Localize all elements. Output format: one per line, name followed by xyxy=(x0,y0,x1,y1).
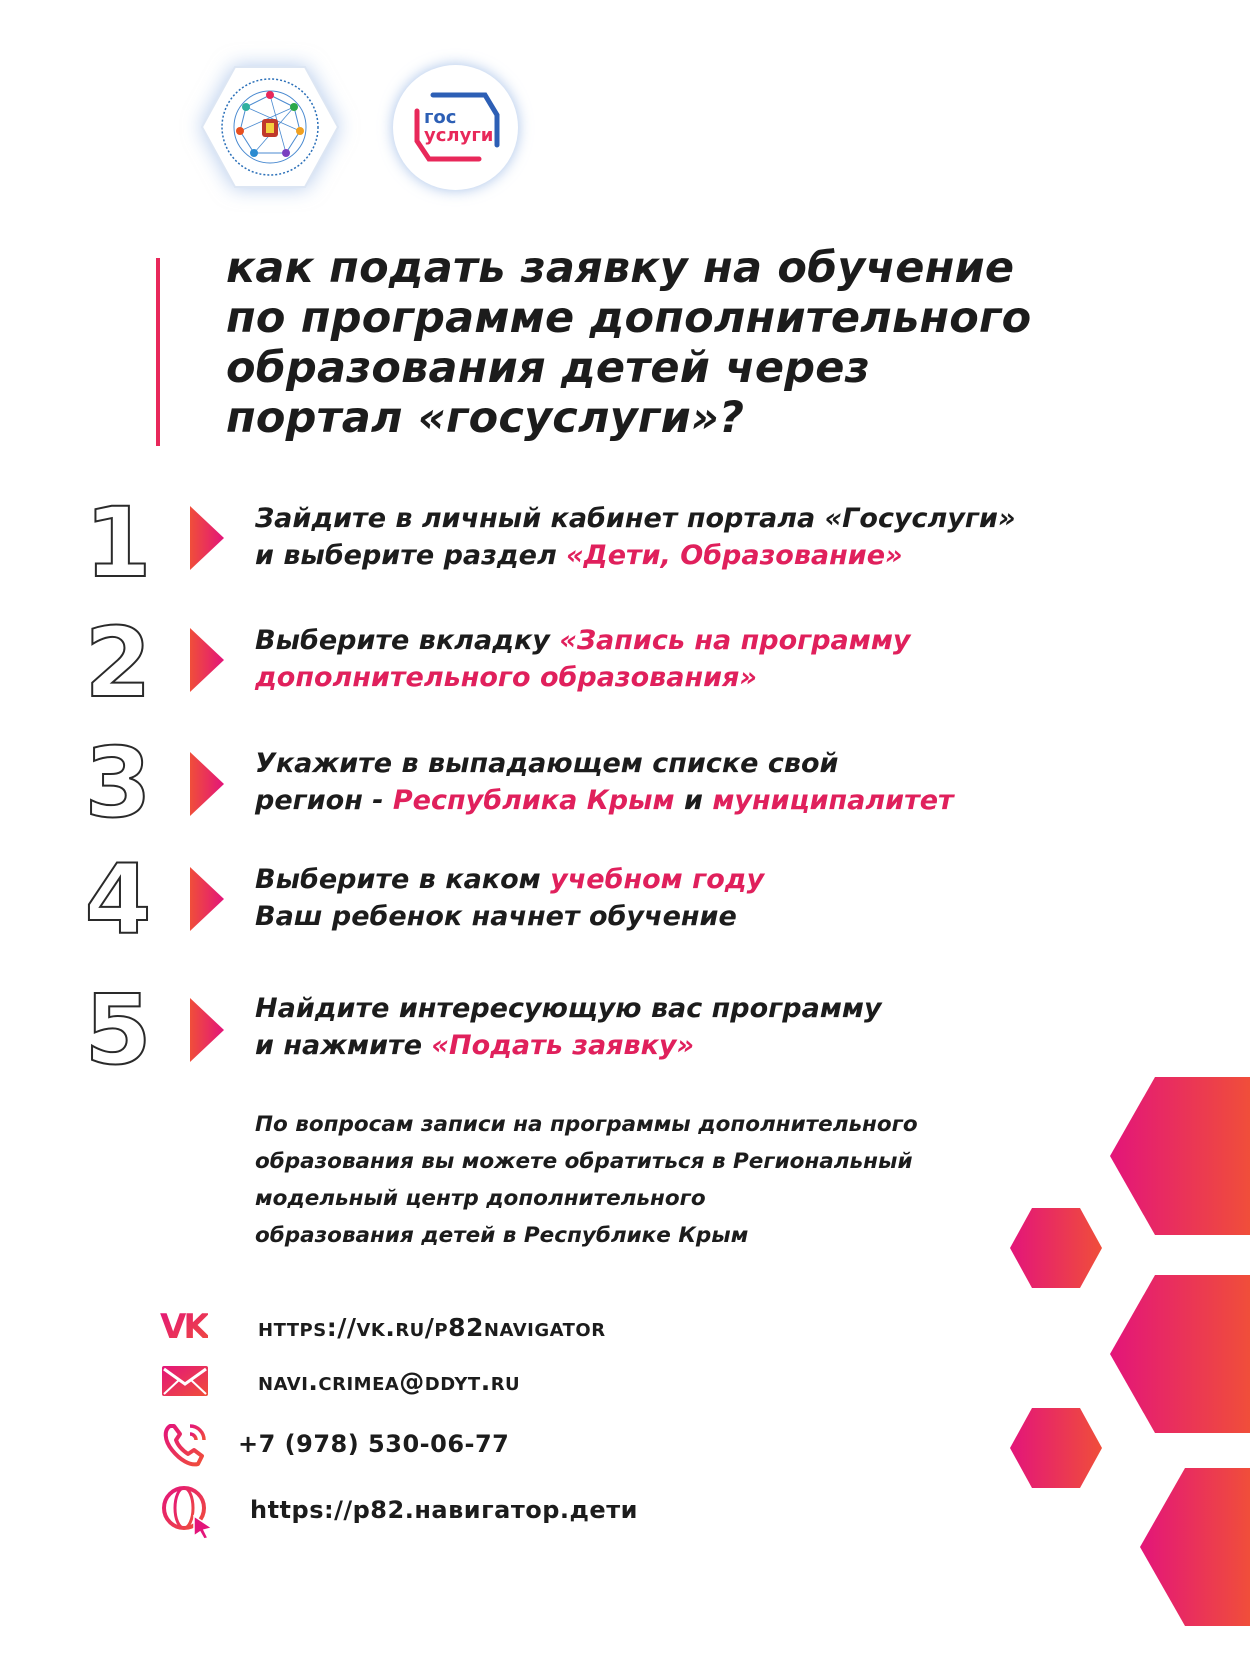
step-text-part: и xyxy=(674,785,713,816)
decorative-hexagon xyxy=(1110,1077,1250,1235)
title-line: по программе дополнительного xyxy=(226,293,1032,343)
step-text xyxy=(255,622,1155,696)
step-text xyxy=(255,861,1155,935)
step-text-part: и нажмите xyxy=(255,1030,432,1061)
envelope-icon xyxy=(162,1366,208,1396)
phone-number[interactable]: +7 (978) 530-06-77 xyxy=(238,1430,510,1458)
rmc-logo-image xyxy=(200,65,340,189)
title-line: образования детей через xyxy=(226,343,870,393)
step-highlight: «Запись на программу xyxy=(559,625,911,656)
step-text-part: и выберите раздел xyxy=(255,540,567,571)
gosuslugi-text-top: гос xyxy=(424,107,457,128)
gosuslugi-text-bottom: услуги xyxy=(424,125,494,146)
step-number: 3 xyxy=(84,727,152,839)
step-line: Укажите в выпадающем списке свой xyxy=(255,748,839,779)
step-highlight: муниципалитет xyxy=(712,785,954,816)
step-line xyxy=(255,1027,1155,1064)
title-accent-bar xyxy=(156,258,160,446)
note-line: образования детей в Республике Крым xyxy=(255,1223,749,1248)
svg-text:VK: VK xyxy=(160,1312,207,1340)
vk-link[interactable]: https://vk.ru/p82navigator xyxy=(258,1313,606,1342)
triangle-arrow-icon xyxy=(190,998,224,1062)
email-link[interactable]: navi.crimea@ddyt.ru xyxy=(258,1367,521,1396)
step-text xyxy=(255,990,1155,1064)
step-line xyxy=(255,537,1155,574)
step-highlight: «Дети, Образование» xyxy=(566,540,903,571)
triangle-arrow-icon xyxy=(190,752,224,816)
page-title xyxy=(226,243,1126,443)
step-highlight: дополнительного образования» xyxy=(255,662,757,693)
step-text xyxy=(255,500,1155,574)
step-line: Найдите интересующую вас программу xyxy=(255,993,882,1024)
contact-note xyxy=(255,1106,1075,1254)
step-line: Ваш ребенок начнет обучение xyxy=(255,901,737,932)
triangle-arrow-icon xyxy=(190,628,224,692)
note-line: образования вы можете обратиться в Региональный xyxy=(255,1149,913,1174)
step-text xyxy=(255,745,1155,819)
step-text-part: Выберите вкладку xyxy=(255,625,560,656)
rmc-logo xyxy=(200,65,340,189)
step-number: 1 xyxy=(84,487,152,599)
decorative-hexagon xyxy=(1010,1408,1102,1488)
step-line: Зайдите в личный кабинет портала «Госуслуги» xyxy=(255,503,1016,534)
phone-icon xyxy=(160,1420,212,1470)
step-number: 5 xyxy=(84,974,152,1086)
decorative-hexagon xyxy=(1140,1468,1250,1626)
step-line xyxy=(255,622,1155,659)
website-link[interactable]: https://р82.навигатор.дети xyxy=(250,1496,638,1524)
gosuslugi-logo xyxy=(393,65,518,190)
vk-icon xyxy=(160,1312,208,1340)
step-text-part: регион - xyxy=(255,785,393,816)
step-highlight: учебном году xyxy=(550,864,765,895)
title-line: портал «госуслуги»? xyxy=(226,393,745,443)
step-number: 2 xyxy=(84,607,152,719)
step-number: 4 xyxy=(84,844,152,956)
step-line xyxy=(255,861,1155,898)
decorative-hexagon xyxy=(1110,1275,1250,1433)
step-text-part: Выберите в каком xyxy=(255,864,551,895)
triangle-arrow-icon xyxy=(190,506,224,570)
note-line: модельный центр дополнительного xyxy=(255,1186,706,1211)
globe-cursor-icon xyxy=(160,1484,216,1540)
note-line: По вопросам записи на программы дополнительного xyxy=(255,1112,918,1137)
step-highlight: «Подать заявку» xyxy=(431,1030,695,1061)
decorative-hexagon xyxy=(1010,1208,1102,1288)
step-line xyxy=(255,782,1155,819)
triangle-arrow-icon xyxy=(190,867,224,931)
title-line: как подать заявку на обучение xyxy=(226,243,1015,293)
step-highlight: Республика Крым xyxy=(392,785,675,816)
